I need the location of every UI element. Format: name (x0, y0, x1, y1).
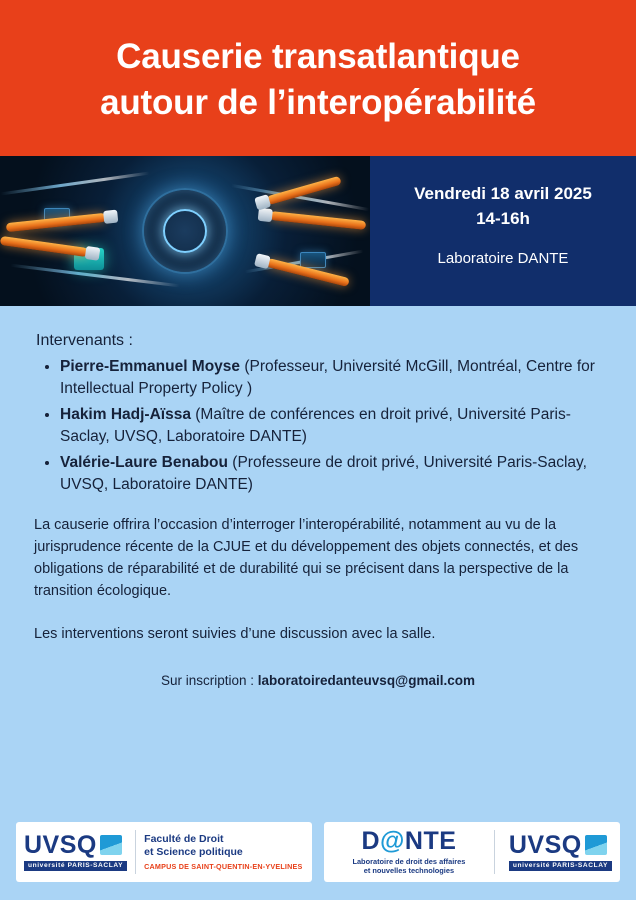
speakers-label: Intervenants : (36, 332, 133, 350)
uvsq-logo-secondary (508, 830, 612, 872)
faculty-line-2: et Science politique (144, 846, 243, 859)
uvsq-tagline: université PARIS-SACLAY (509, 861, 612, 872)
logo-divider (135, 830, 136, 874)
signup-email[interactable]: laboratoiredanteuvsq@gmail.com (257, 672, 475, 688)
uvsq-badge-icon (100, 835, 122, 855)
dante-tagline (352, 857, 465, 876)
speaker-name: Pierre-Emmanuel Moyse (60, 358, 241, 376)
event-date-time (384, 182, 622, 231)
speaker-detail: (Professeur, Université McGill, Montréal, Centre for Intellectual Property Policy ) (60, 358, 595, 398)
dante-logo (332, 826, 486, 876)
uvsq-badge-icon (585, 835, 607, 855)
uvsq-tagline: université PARIS-SACLAY (24, 861, 127, 872)
faculty-line-1: Faculté de Droit (144, 832, 224, 845)
poster-header (0, 0, 636, 156)
title-line-1: Causerie transatlantique (116, 37, 520, 76)
list-item (60, 356, 606, 400)
at-icon: @ (380, 826, 405, 855)
event-time: 14-16h (476, 209, 530, 229)
uvsq-logo-top (508, 830, 607, 859)
signup-prefix: Sur inscription : (160, 672, 258, 688)
poster-body (0, 306, 636, 798)
event-date: Vendredi 18 avril 2025 (414, 184, 592, 204)
speaker-name: Hakim Hadj-Aïssa (60, 406, 191, 424)
logo-dante-uvsq (324, 822, 620, 882)
discussion-paragraph: Les interventions seront suivies d’une discussion avec la salle. (34, 625, 436, 642)
uvsq-wordmark: UVSQ (24, 830, 97, 859)
dante-prefix: D (361, 826, 380, 855)
processor-ring-icon (142, 188, 228, 274)
uvsq-logo-top (24, 830, 122, 859)
page-title (30, 34, 606, 126)
logo-uvsq-faculty (16, 822, 312, 882)
event-lab: Laboratoire DANTE (437, 249, 569, 267)
signup-line (30, 673, 606, 688)
speaker-detail: (Maître de conférences en droit privé, Université Paris-Saclay, UVSQ, Laboratoire DANTE) (60, 406, 571, 446)
logo-divider (494, 830, 495, 874)
banner-band (0, 156, 636, 306)
dante-tagline-2: et nouvelles technologies (363, 866, 455, 875)
dante-wordmark (361, 826, 457, 855)
faculty-text (144, 833, 302, 871)
event-info (370, 156, 636, 306)
list-item (60, 452, 606, 496)
list-item (60, 404, 606, 448)
speakers-list (34, 356, 606, 496)
dante-tagline-1: Laboratoire de droit des affaires (352, 856, 466, 866)
speaker-name: Valérie-Laure Benabou (60, 454, 228, 472)
uvsq-logo (24, 830, 127, 872)
description-paragraph: La causerie offrira l’occasion d’interroger l’interopérabilité, notamment au vu de la jurisprudence récente de la CJUE et du développement des objets connectés, et des obligations de réparabilité et de durabilité qui se précisent dans la perspective de la transition écologique. (34, 517, 579, 600)
speaker-detail: (Professeure de droit privé, Université Paris-Saclay, UVSQ, Laboratoire DANTE) (60, 454, 587, 494)
logo-strip (0, 798, 636, 900)
circuit-board-image (0, 156, 370, 306)
dante-suffix: NTE (404, 826, 457, 855)
uvsq-wordmark: UVSQ (508, 830, 582, 859)
title-line-2: autour de l’interopérabilité (100, 83, 536, 123)
faculty-campus: CAMPUS DE SAINT-QUENTIN-EN-YVELINES (144, 861, 303, 871)
